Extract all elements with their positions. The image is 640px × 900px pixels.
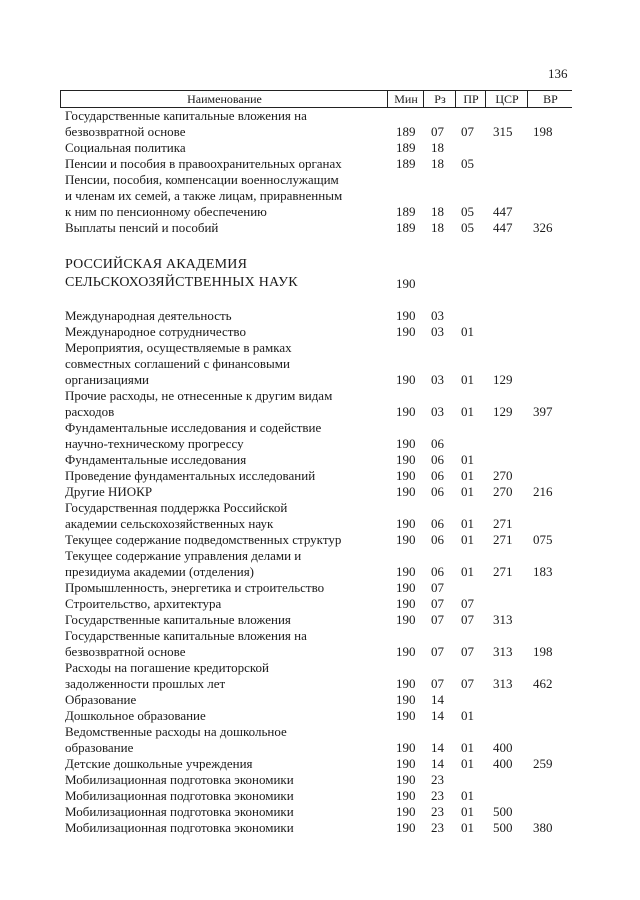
row-min: 190: [396, 788, 416, 803]
table-row: [0, 580, 640, 596]
row-rz: 07: [431, 580, 444, 595]
row-min: 189: [396, 220, 416, 235]
header-pr: ПР: [455, 91, 486, 107]
row-name: Мероприятия, осуществляемые в рамках совместных соглашений с финансовыми организациями: [65, 340, 292, 387]
row-rz: 06: [431, 452, 444, 467]
row-name: Фундаментальные исследования и содействие научно-техническому прогрессу: [65, 420, 322, 451]
row-name: Мобилизационная подготовка экономики: [65, 804, 294, 819]
row-rz: 03: [431, 404, 444, 419]
row-min: 190: [396, 596, 416, 611]
row-csr: 447: [493, 220, 513, 235]
table-row: [0, 692, 640, 708]
row-vr: 397: [533, 404, 553, 419]
row-min: 190: [396, 564, 416, 579]
row-rz: 18: [431, 204, 444, 219]
row-pr: 07: [461, 676, 474, 691]
row-pr: 01: [461, 756, 474, 771]
row-name: РОССИЙСКАЯ АКАДЕМИЯ СЕЛЬСКОХОЗЯЙСТВЕННЫХ НАУК: [65, 257, 298, 290]
row-name: Фундаментальные исследования: [65, 452, 247, 467]
row-min: 189: [396, 156, 416, 171]
header-csr: ЦСР: [485, 91, 528, 107]
row-min: 190: [396, 484, 416, 499]
table-row: [0, 484, 640, 500]
row-name: Детские дошкольные учреждения: [65, 756, 253, 771]
row-csr: 270: [493, 468, 513, 483]
table-header: [60, 90, 572, 108]
row-min: 190: [396, 324, 416, 339]
row-rz: 14: [431, 708, 444, 723]
header-name: Наименование: [60, 91, 388, 107]
row-csr: 313: [493, 612, 513, 627]
row-pr: 05: [461, 204, 474, 219]
row-rz: 06: [431, 436, 444, 451]
row-rz: 07: [431, 124, 444, 139]
table-body: [0, 108, 640, 836]
section-heading-row: [0, 256, 640, 292]
row-rz: 06: [431, 484, 444, 499]
row-vr: 326: [533, 220, 553, 235]
row-vr: 462: [533, 676, 553, 691]
table-row: [0, 628, 640, 660]
row-pr: 01: [461, 324, 474, 339]
row-name: Проведение фундаментальных исследований: [65, 468, 316, 483]
row-csr: 400: [493, 756, 513, 771]
row-rz: 23: [431, 820, 444, 835]
row-vr: 075: [533, 532, 553, 547]
row-min: 190: [396, 468, 416, 483]
row-min: 190: [396, 740, 416, 755]
row-min: 189: [396, 204, 416, 219]
row-min: 190: [396, 276, 416, 291]
row-name: Другие НИОКР: [65, 484, 153, 499]
row-rz: 03: [431, 308, 444, 323]
row-vr: 380: [533, 820, 553, 835]
header-min: Мин: [387, 91, 424, 107]
row-pr: 01: [461, 740, 474, 755]
row-csr: 271: [493, 564, 513, 579]
table-row: [0, 804, 640, 820]
row-min: 190: [396, 516, 416, 531]
table-row: [0, 612, 640, 628]
row-name: Текущее содержание подведомственных структур: [65, 532, 342, 547]
row-name: Ведомственные расходы на дошкольное образование: [65, 724, 287, 755]
row-rz: 14: [431, 740, 444, 755]
table-row: [0, 388, 640, 420]
row-name: Государственные капитальные вложения на безвозвратной основе: [65, 108, 307, 139]
row-min: 190: [396, 804, 416, 819]
row-csr: 271: [493, 516, 513, 531]
table-row: [0, 468, 640, 484]
row-name: Пенсии, пособия, компенсации военнослужащим и членам их семей, а также лицам, приравненным к ним по пенсионному обеспечению: [65, 172, 343, 219]
row-csr: 500: [493, 820, 513, 835]
row-min: 190: [396, 452, 416, 467]
row-csr: 129: [493, 372, 513, 387]
row-min: 189: [396, 124, 416, 139]
table-row: [0, 172, 640, 220]
table-row: [0, 660, 640, 692]
row-min: 190: [396, 580, 416, 595]
row-name: Социальная политика: [65, 140, 186, 155]
table-row: [0, 708, 640, 724]
header-vr: ВР: [527, 91, 573, 107]
table-row: [0, 548, 640, 580]
row-rz: 23: [431, 772, 444, 787]
row-csr: 271: [493, 532, 513, 547]
row-min: 190: [396, 644, 416, 659]
row-rz: 06: [431, 532, 444, 547]
row-min: 190: [396, 532, 416, 547]
row-name: Международное сотрудничество: [65, 324, 246, 339]
row-name: Образование: [65, 692, 137, 707]
row-rz: 07: [431, 676, 444, 691]
row-name: Дошкольное образование: [65, 708, 206, 723]
table-row: [0, 108, 640, 140]
row-name: Мобилизационная подготовка экономики: [65, 772, 294, 787]
row-min: 190: [396, 676, 416, 691]
row-min: 189: [396, 140, 416, 155]
table-row: [0, 724, 640, 756]
row-rz: 06: [431, 564, 444, 579]
row-name: Прочие расходы, не отнесенные к другим видам расходов: [65, 388, 333, 419]
table-row: [0, 156, 640, 172]
row-pr: 01: [461, 708, 474, 723]
row-pr: 05: [461, 156, 474, 171]
row-name: Текущее содержание управления делами и президиума академии (отделения): [65, 548, 302, 579]
row-pr: 07: [461, 612, 474, 627]
table-row: [0, 756, 640, 772]
table-row: [0, 220, 640, 236]
row-pr: 01: [461, 404, 474, 419]
row-vr: 198: [533, 644, 553, 659]
row-pr: 01: [461, 804, 474, 819]
row-min: 190: [396, 772, 416, 787]
table-row: [0, 340, 640, 388]
row-rz: 23: [431, 804, 444, 819]
row-rz: 18: [431, 220, 444, 235]
row-rz: 06: [431, 516, 444, 531]
page-number: 136: [548, 66, 568, 81]
row-min: 190: [396, 756, 416, 771]
row-csr: 313: [493, 676, 513, 691]
row-vr: 259: [533, 756, 553, 771]
row-min: 190: [396, 612, 416, 627]
row-rz: 07: [431, 644, 444, 659]
table-row: [0, 532, 640, 548]
row-min: 190: [396, 692, 416, 707]
row-csr: 129: [493, 404, 513, 419]
table-row: [0, 140, 640, 156]
row-name: Пенсии и пособия в правоохранительных органах: [65, 156, 342, 171]
row-rz: 03: [431, 372, 444, 387]
table-row: [0, 820, 640, 836]
row-csr: 500: [493, 804, 513, 819]
row-name: Выплаты пенсий и пособий: [65, 220, 219, 235]
row-name: Государственные капитальные вложения на безвозвратной основе: [65, 628, 307, 659]
row-csr: 400: [493, 740, 513, 755]
row-name: Мобилизационная подготовка экономики: [65, 820, 294, 835]
row-min: 190: [396, 708, 416, 723]
row-name: Промышленность, энергетика и строительство: [65, 580, 325, 595]
row-vr: 183: [533, 564, 553, 579]
row-pr: 05: [461, 220, 474, 235]
table-row: [0, 500, 640, 532]
row-rz: 06: [431, 468, 444, 483]
row-name: Мобилизационная подготовка экономики: [65, 788, 294, 803]
row-pr: 01: [461, 452, 474, 467]
row-pr: 07: [461, 124, 474, 139]
row-pr: 01: [461, 516, 474, 531]
row-pr: 01: [461, 484, 474, 499]
row-pr: 01: [461, 372, 474, 387]
table-row: [0, 452, 640, 468]
row-pr: 01: [461, 820, 474, 835]
row-vr: 198: [533, 124, 553, 139]
row-rz: 07: [431, 612, 444, 627]
row-csr: 447: [493, 204, 513, 219]
table-row: [0, 788, 640, 804]
row-min: 190: [396, 404, 416, 419]
row-csr: 270: [493, 484, 513, 499]
row-pr: 07: [461, 644, 474, 659]
table-row: [0, 420, 640, 452]
table-row: [0, 772, 640, 788]
row-rz: 18: [431, 140, 444, 155]
row-name: Расходы на погашение кредиторской задолженности прошлых лет: [65, 660, 269, 691]
table-row: [0, 324, 640, 340]
row-rz: 14: [431, 692, 444, 707]
row-name: Государственные капитальные вложения: [65, 612, 291, 627]
row-pr: 01: [461, 788, 474, 803]
row-min: 190: [396, 820, 416, 835]
row-pr: 01: [461, 564, 474, 579]
row-pr: 01: [461, 468, 474, 483]
row-pr: 07: [461, 596, 474, 611]
header-rz: Рз: [423, 91, 456, 107]
row-csr: 313: [493, 644, 513, 659]
row-name: Государственная поддержка Российской академии сельскохозяйственных наук: [65, 500, 288, 531]
table-row: [0, 308, 640, 324]
row-pr: 01: [461, 532, 474, 547]
row-name: Строительство, архитектура: [65, 596, 222, 611]
row-rz: 23: [431, 788, 444, 803]
row-min: 190: [396, 372, 416, 387]
row-csr: 315: [493, 124, 513, 139]
table-row: [0, 596, 640, 612]
row-name: Международная деятельность: [65, 308, 232, 323]
row-vr: 216: [533, 484, 553, 499]
row-min: 190: [396, 308, 416, 323]
row-min: 190: [396, 436, 416, 451]
row-rz: 14: [431, 756, 444, 771]
row-rz: 18: [431, 156, 444, 171]
row-rz: 07: [431, 596, 444, 611]
row-rz: 03: [431, 324, 444, 339]
